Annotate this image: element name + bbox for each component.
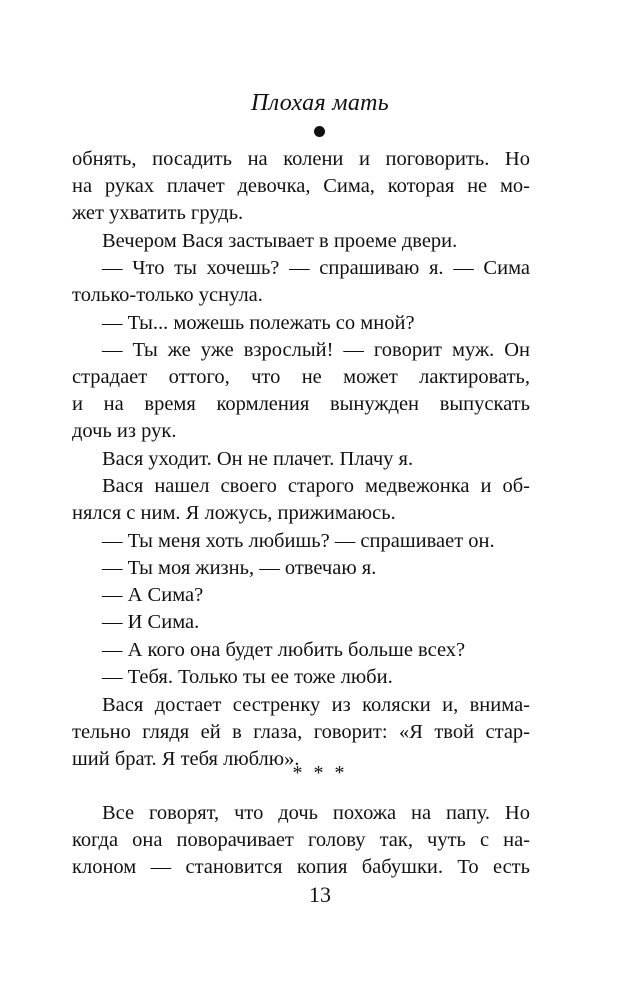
- text-line: нялся с ним. Я ложусь, прижимаюсь.: [72, 502, 396, 524]
- text-line: — Ты же уже взрослый! — говорит муж. Он: [102, 339, 530, 361]
- bullet-ornament: [314, 126, 325, 137]
- text-line: Вася нашел своего старого медвежонка и об-: [102, 475, 530, 497]
- text-line: ший брат. Я тебя люблю».: [72, 748, 300, 770]
- text-line: когда она поворачивает голову так, чуть с на-: [72, 829, 530, 851]
- text-line: Вечером Вася застывает в проеме двери.: [102, 230, 458, 252]
- text-line: страдает оттого, что не может лактировать,: [72, 366, 530, 388]
- text-line: — Что ты хочешь? — спрашиваю я. — Сима: [102, 257, 530, 279]
- text-line: — А кого она будет любить больше всех?: [102, 639, 466, 661]
- text-line: — Ты меня хоть любишь? — спрашивает он.: [102, 530, 495, 552]
- page-number: 13: [309, 882, 331, 907]
- text-line: тельно глядя ей в глаза, говорит: «Я твой стар-: [72, 721, 530, 743]
- text-line: — Ты... можешь полежать со мной?: [102, 312, 415, 334]
- text-line: — И Сима.: [102, 611, 200, 633]
- text-line: — А Сима?: [102, 584, 204, 606]
- text-line: дочь из рук.: [72, 420, 177, 442]
- text-line: клоном — становится копия бабушки. То есть: [72, 856, 530, 878]
- text-line: на руках плачет девочка, Сима, которая не мо-: [72, 175, 530, 197]
- text-line: только-только уснула.: [72, 284, 263, 306]
- text-line: — Тебя. Только ты ее тоже люби.: [102, 666, 393, 688]
- text-line: Вася достает сестренку из коляски и, внима-: [102, 694, 530, 716]
- text-line: и на время кормления вынужден выпускать: [72, 393, 530, 415]
- text-line: — Ты моя жизнь, — отвечаю я.: [102, 557, 377, 579]
- text-line: обнять, посадить на колени и поговорить. Но: [72, 148, 530, 170]
- running-head-title: Плохая мать: [251, 90, 389, 116]
- text-line: Все говорят, что дочь похожа на папу. Но: [102, 802, 530, 824]
- text-line: жет ухватить грудь.: [72, 202, 244, 224]
- section-separator: * * *: [292, 762, 348, 784]
- text-line: Вася уходит. Он не плачет. Плачу я.: [102, 448, 414, 470]
